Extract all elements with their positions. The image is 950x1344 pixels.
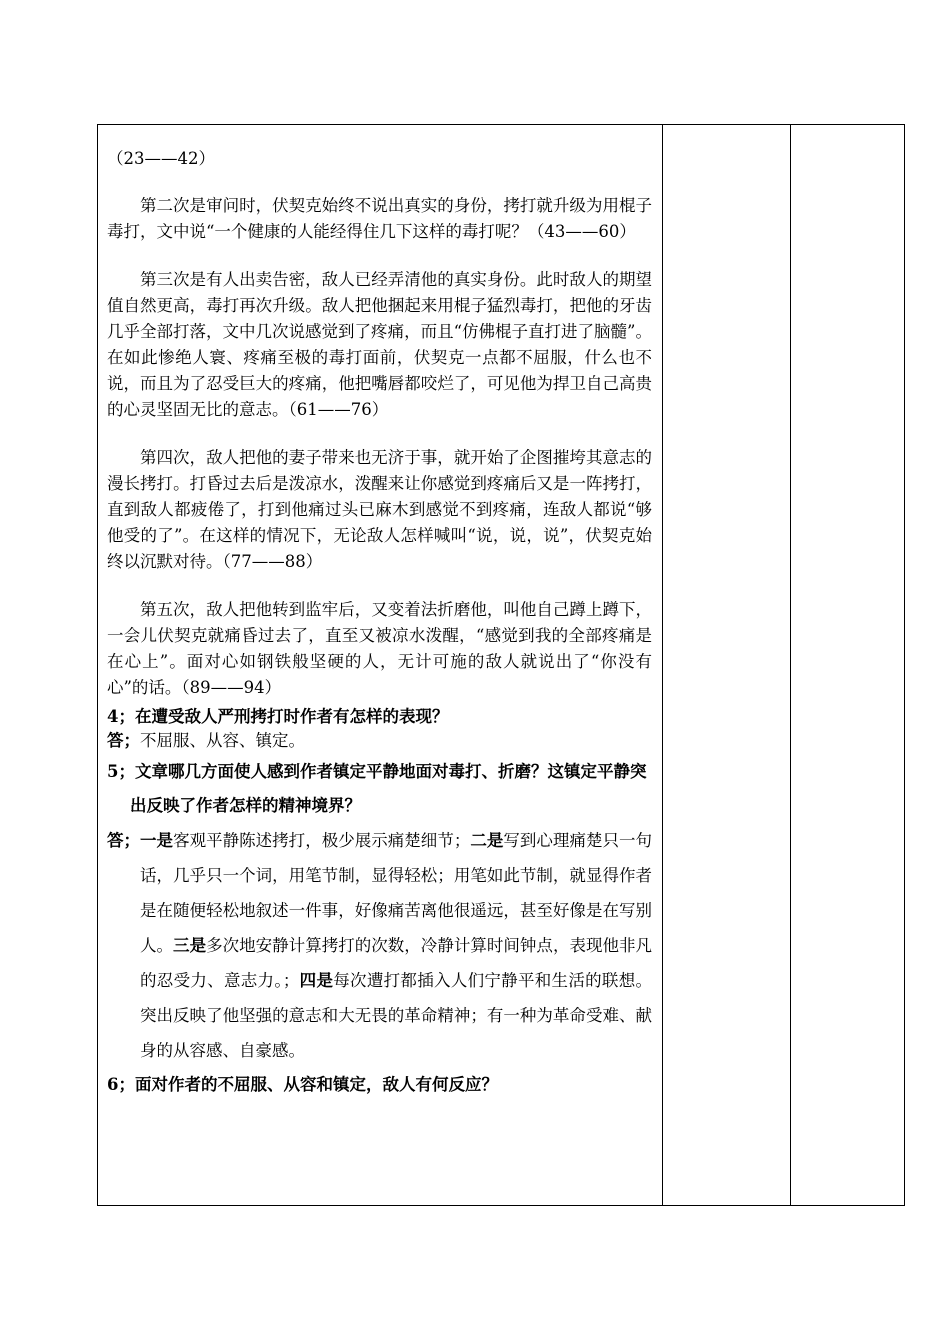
- answer-label: 答；: [107, 831, 141, 850]
- question-5: 5；文章哪几方面使人感到作者镇定平静地面对毒打、折磨？这镇定平静突出反映了作者怎样的精神境界？: [107, 762, 647, 815]
- point-four-label: 四是: [299, 971, 334, 990]
- point-three-text: 多次地安静计算拷打的次数，冷静计算时间钟点，表现他非凡的忍受力、意志力。；: [140, 936, 653, 990]
- point-two-label: 二是: [470, 831, 504, 850]
- main-content-cell: [107, 147, 652, 1102]
- answer-4-text: 不屈服、从容、镇定。: [140, 731, 305, 750]
- point-three-label: 三是: [173, 936, 207, 955]
- paragraph-second-beating: 第二次是审问时，伏契克始终不说出真实的身份，拷打就升级为用棍子毒打，文中说“一个健康的人能经得住几下这样的毒打呢？（43——60）: [107, 196, 652, 241]
- answer-label: 答；: [107, 731, 140, 750]
- paragraph-third-beating: 第三次是有人出卖告密，敌人已经弄清他的真实身份。此时敌人的期望值自然更高，毒打再次升级。敌人把他捆起来用棍子猛烈毒打，把他的牙齿几乎全部打落，文中几次说感觉到了疼痛，而且“仿佛棍子直打进了脑髓”。在如此惨绝人寰、疼痛至极的毒打面前，伏契克一点都不屈服，什么也不说，而且为了忍受巨大的疼痛，他把嘴唇都咬烂了，可见他为捍卫自己高贵的心灵坚固无比的意志。（61——76）: [107, 270, 652, 419]
- column-divider: [790, 125, 791, 1205]
- line-reference: （23——42）: [107, 149, 215, 168]
- point-one-text: 客观平静陈述拷打，极少展示痛楚细节；: [173, 831, 471, 850]
- answer-5: [107, 823, 652, 1068]
- question-4: 4；在遭受敌人严刑拷打时作者有怎样的表现？: [107, 707, 449, 726]
- answer-4: [107, 729, 652, 753]
- point-two-text: 写到心理痛楚只一句话，几乎只一个词，用笔节制，显得轻松；用笔如此节制，就显得作者是在随便轻松地叙述一件事，好像痛苦离他很遥远，甚至好像是在写别人。: [140, 831, 652, 955]
- point-one-label: 一是: [140, 831, 174, 850]
- paragraph-fifth-beating: 第五次，敌人把他转到监牢后，又变着法折磨他，叫他自己蹲上蹲下，一会儿伏契克就痛昏过去了，直至又被凉水泼醒，“感觉到我的全部疼痛是在心上”。面对心如钢铁般坚硬的人，无计可施的敌人就说出了“你没有心”的话。（89——94）: [107, 600, 652, 697]
- document-table: [97, 124, 905, 1206]
- column-divider: [662, 125, 663, 1205]
- question-6: 6；面对作者的不屈服、从容和镇定，敌人有何反应？: [107, 1075, 498, 1094]
- paragraph-fourth-beating: 第四次，敌人把他的妻子带来也无济于事，就开始了企图摧垮其意志的漫长拷打。打昏过去后是泼凉水，泼醒来让你感觉到疼痛后又是一阵拷打，直到敌人都疲倦了，打到他痛过头已麻木到感觉不到疼痛，连敌人都说“够他受的了”。在这样的情况下，无论敌人怎样喊叫“说，说，说”，伏契克始终以沉默对待。（77——88）: [107, 448, 652, 571]
- point-four-text: 每次遭打都插入人们宁静平和生活的联想。突出反映了他坚强的意志和大无畏的革命精神；有一种为革命受难、献身的从容感、自豪感。: [140, 971, 653, 1060]
